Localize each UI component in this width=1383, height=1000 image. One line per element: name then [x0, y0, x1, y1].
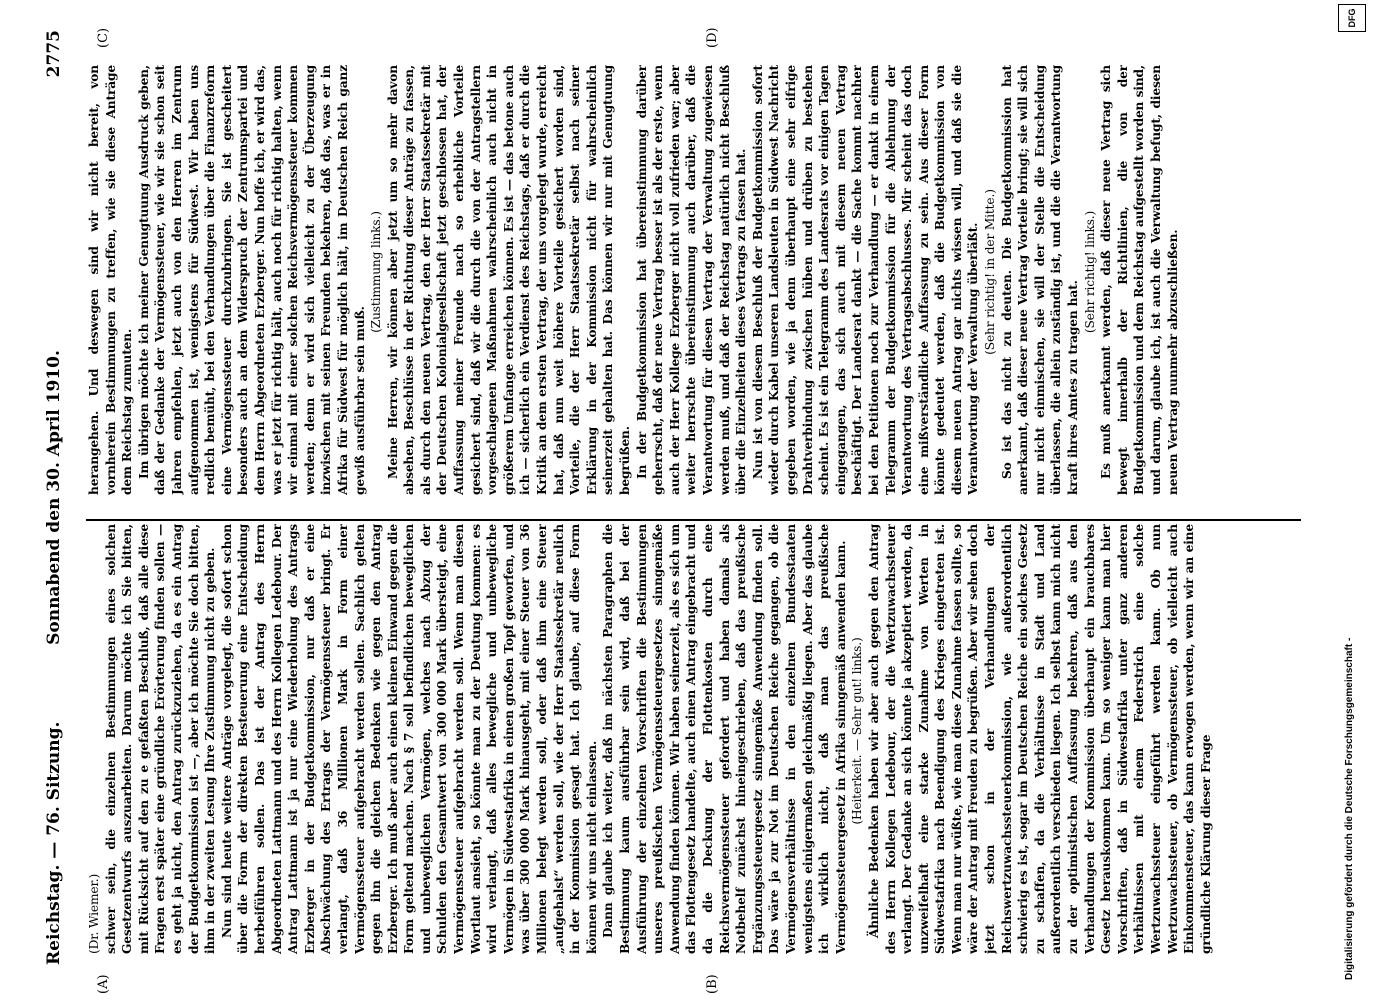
- paragraph: Nun ist von diesem Beschluß der Budgetkommission sofort wieder durch Kabel unseren Landsleuten in Südwest Nachricht gegeben worden, wie ja denn überhaupt eine sehr eifrige Drahtverbindung zwischen hüben und drüben zu bestehen scheint. Es ist ein Telegramm des Landesrats vor einigen Tagen eingegangen, das sich auch mit diesem neuen Vertrag beschäftigt. Der Landesrat dankt — die Sache kommt nachher bei den Petitionen noch zur Verhandlung — er dankt in einem Telegramm der Budgetkommission für die Ablehnung der Verantwortung des Vertragsabschlusses. Mir scheint das doch eine mißverständliche Auffassung zu sein. Aus dieser Form könnte gedeutet werden, daß die Budgetkommission von diesem neuen Antrag gar nichts wissen will, und daß sie die Verantwortung der Verwaltung überläßt.: [750, 65, 981, 495]
- paragraph: Nun sind heute weitere Anträge vorgelegt, die sofort schon über die Form der direkten Besteuerung eine Entscheidung herbeiführen sollen. Das ist der Antrag des Herrn Abgeordneten Lattmann und des Herrn Kollegen Ledebour. Der Antrag Lattmann ist ja nur eine Wiederholung des Antrags Erzberger in der Budgetkommission, nur daß er eine Abschwächung des Ertrags der Vermögenssteuer bringt. Er verlangt, daß 36 Millionen Mark in Form einer Vermögenssteuer aufgebracht werden sollen. Sachlich gelten gegen ihn die gleichen Bedenken wie gegen den Antrag Erzberger. Ich muß aber auch einen kleinen Einwand gegen die Form geltend machen. Nach § 7 soll befindlichen beweglichen und unbeweglichen Vermögen, welches nach Abzug der Schulden den Gesamtwert von 300 000 Mark übersteigt, eine Vermögenssteuer aufgebracht werden soll. Wenn man diesen Wortlaut ansieht, so könnte man zu der Deutung kommen: es wird verlangt, daß alles bewegliche und unbewegliche Vermögen in Südwestafrika in einen großen Topf geworfen, und was über 300 000 Mark hinausgeht, mit einer Steuer von 36 Millionen belegt werden soll, oder daß ihm eine Steuer „aufgehalst“ werden soll, wie der Herr Staatssekretär neulich in der Kommission gesagt hat. Ich glaube, auf diese Form können wir uns nicht einlassen.: [219, 524, 599, 954]
- right-column: [86, 65, 1270, 495]
- page-header: [44, 30, 70, 965]
- left-column: [86, 524, 1270, 954]
- paragraph: So ist das nicht zu deuten. Die Budgetkommission hat anerkannt, daß dieser neue Vertrag Vorteile bringt; sie will sich nur nicht einmischen, sie will der Stelle die Entscheidung überlassen, die allein zuständig ist, und die die Verantwortung kraft ihres Amtes zu tragen hat.: [999, 65, 1081, 495]
- paragraph: Es muß anerkannt werden, daß dieser neue Vertrag sich bewegt innerhalb der Richtlinien, die von der Budgetkommission und dem Reichstag aufgestellt worden sind, und darum, glaube ich, ist auch die Verwaltung befugt, diesen neuen Vertrag nunmehr abzuschließen.: [1099, 65, 1180, 495]
- speaker-note: (Dr. Wiemer.): [87, 873, 101, 954]
- margin-marker-c: (C): [96, 27, 111, 48]
- column-rule: [86, 519, 1301, 521]
- paragraph: Ähnliche Bedenken haben wir aber auch gegen den Antrag des Herrn Kollegen Ledebour, der die Wertzuwachssteuer verlangt. Der Gedanke an sich könnte ja akzeptiert werden, da unzweifelhaft eine starke Zunahme von Werten in Südwestafrika nach Beendigung des Krieges eingetreten ist. Wenn man nur wüßte, wie man diese Zunahme fassen sollte, so wäre der Antrag mit Freuden zu begrüßen. Aber wir sehen doch jetzt schon in der Verhandlungen der Reichswertzuwachssteuerkommission, wie außerordentlich schwierig es ist, sogar im Deutschen Reiche ein solches Gesetz zu schaffen, da die Verhältnisse in Stadt und Land außerordentlich verschieden liegen. Ich selbst kann mich nicht zu der optimistischen Auffassung bekehren, daß aus den Verhandlungen der Kommission überhaupt ein brauchbares Gesetz herauskommen kann. Um so weniger kann man hier Vorschriften, daß in Südwestafrika unter ganz anderen Verhältnissen mit einem Federstrich eine solche Wertzuwachssteuer eingeführt werden kann. Ob nun Wertzuwachssteuer, ob Vermögenssteuer, ob vielleicht auch Einkommensteuer, das kann erwogen werden, wenn wir an eine gründliche Klärung dieser Frage: [866, 524, 1213, 954]
- header-date: Sonnabend den 30. April 1910.: [44, 350, 64, 645]
- interjection: (Sehr richtig! links.): [1082, 210, 1097, 334]
- margin-marker-a: (A): [96, 974, 111, 994]
- paragraph: schwer sein, die einzelnen Bestimmungen eines solchen Gesetzentwurfs auszuarbeiten. Darum möchte ich Sie bitten, mit Rücksicht auf den zu e gefaßten Beschluß, daß alle diese Fragen erst später eine gründliche Erörterung finden sollen — es geht ja nicht, den Antrag zurückzuziehen, da es ein Antrag der Budgetkommission ist —, aber ich möchte Sie doch bitten, ihm in der zweiten Lesung Ihre Zustimmung nicht zu geben.: [103, 524, 218, 954]
- paragraph: In der Budgetkommission hat übereinstimmung darüber geherrscht, daß der neue Vertrag besser ist als der erste, wenn auch der Herr Kollege Erzberger nicht voll zufrieden war; aber weiter herrschte übereinstimmung auch darüber, daß die Verantwortung für diesen Vertrag der Verwaltung zugewiesen werden muß, und daß der Reichstag natürlich nicht Beschluß über die Einzelheiten dieses Vertrags zu fassen hat.: [634, 65, 749, 495]
- funding-note: Digitalisierung gefördert durch die Deutsche Forschungsgemeinschaft -: [1344, 637, 1355, 980]
- interjection: (Sehr richtig! in der Mitte.): [983, 189, 998, 355]
- page-number: 2775: [44, 30, 64, 78]
- paragraph: herangehen. Und deswegen sind wir nicht bereit, von vornherein Bestimmungen zu treffen, wie sie diese Anträge dem Reichstag zumuten.: [87, 65, 135, 495]
- paragraph: Dann glaube ich weiter, daß im nächsten Paragraphen die Bestimmung kaum ausführbar sein wird, daß bei der Ausführung der einzelnen Vorschriften die Bestimmungen unseres preußischen Vermögenssteuergesetzes sinngemäße Anwendung finden können. Wir haben seinerzeit, als es sich um das Flottengesetz handelte, auch einen Antrag eingebracht und da die Deckung der Flottenkosten durch eine Reichsvermögenssteuer gefordert und haben damals als Notbehelf zunächst hineingeschrieben, daß das preußische Ergänzungssteuergesetz sinngemäße Anwendung finden soll. Das wäre ja zur Not im Deutschen Reiche gegangen, ob die Vermögensverhältnisse in den einzelnen Bundesstaaten wenigstens einigermaßen gleichmäßig liegen. Aber das glaube ich wirklich nicht, daß man das preußische Vermögenssteuergesetz in Afrika sinngemäß anwenden kann.: [601, 524, 848, 954]
- interjection: (Heiterkeit. — Sehr gut! links.): [850, 637, 865, 825]
- paragraph: Im übrigen möchte ich meiner Genugtuung Ausdruck geben, daß der Gedanke der Vermögenssteuer, wie wir sie schon seit Jahren empfehlen, jetzt auch von den Herren im Zentrum aufgenommen ist, wenigstens für Südwest. Wir haben uns redlich bemüht, bei den Verhandlungen über die Finanzreform eine Vermögenssteuer durchzubringen. Sie ist gescheitert besonders auch an dem Widerspruch der Zentrumspartei und dem Herrn Abgeordneten Erzberger. Nun hoffe ich, er wird das, was er jetzt für richtig hält, auch noch für richtig halten, wenn wir einmal mit einer solchen Reichsvermögenssteuer kommen werden; denn er wird sich vielleicht zu der Überzeugung inzwischen mit seinen Freunden bekehren, daß das, was er in Afrika für Südwest für möglich hält, im Deutschen Reich ganz gewiß ausführbar sein muß.: [136, 65, 367, 495]
- margin-marker-d: (D): [705, 27, 720, 48]
- header-left: Reichstag. — 76. Sitzung.: [44, 721, 64, 965]
- margin-marker-b: (B): [705, 974, 720, 994]
- footer: [1330, 0, 1370, 1000]
- interjection: (Zustimmung links.): [369, 211, 384, 333]
- paragraph: Meine Herren, wir können aber jetzt um so mehr davon absehen, Beschlüsse in der Richtung dieser Anträge zu fassen, als durch den neuen Vertrag, den der Herr Staatssekretär mit der Deutschen Kolonialgesellschaft jetzt geschlossen hat, der Auffassung meiner Freunde nach so erhebliche Vorteile gesichert sind, daß wir die durch die von der Antragstellern vorgeschlagenen Maßnahmen wahrscheinlich auch nicht in größerem Umfange erreichen können. Es ist — das betone auch ich — sicherlich ein Verdienst des Reichstags, daß er durch die Kritik an dem ersten Vertrag, der uns vorgelegt wurde, erreicht hat, daß nun weit höhere Vorteile gesichert worden sind, Vorteile, die der Herr Staatssekretär selbst nach seiner Erklärung in der Kommission nicht für wahrscheinlich seinerzeit gehalten hat. Das können wir nur mit Genugtuung begrüßen.: [385, 65, 632, 495]
- dfg-logo: DFG: [1338, 4, 1366, 32]
